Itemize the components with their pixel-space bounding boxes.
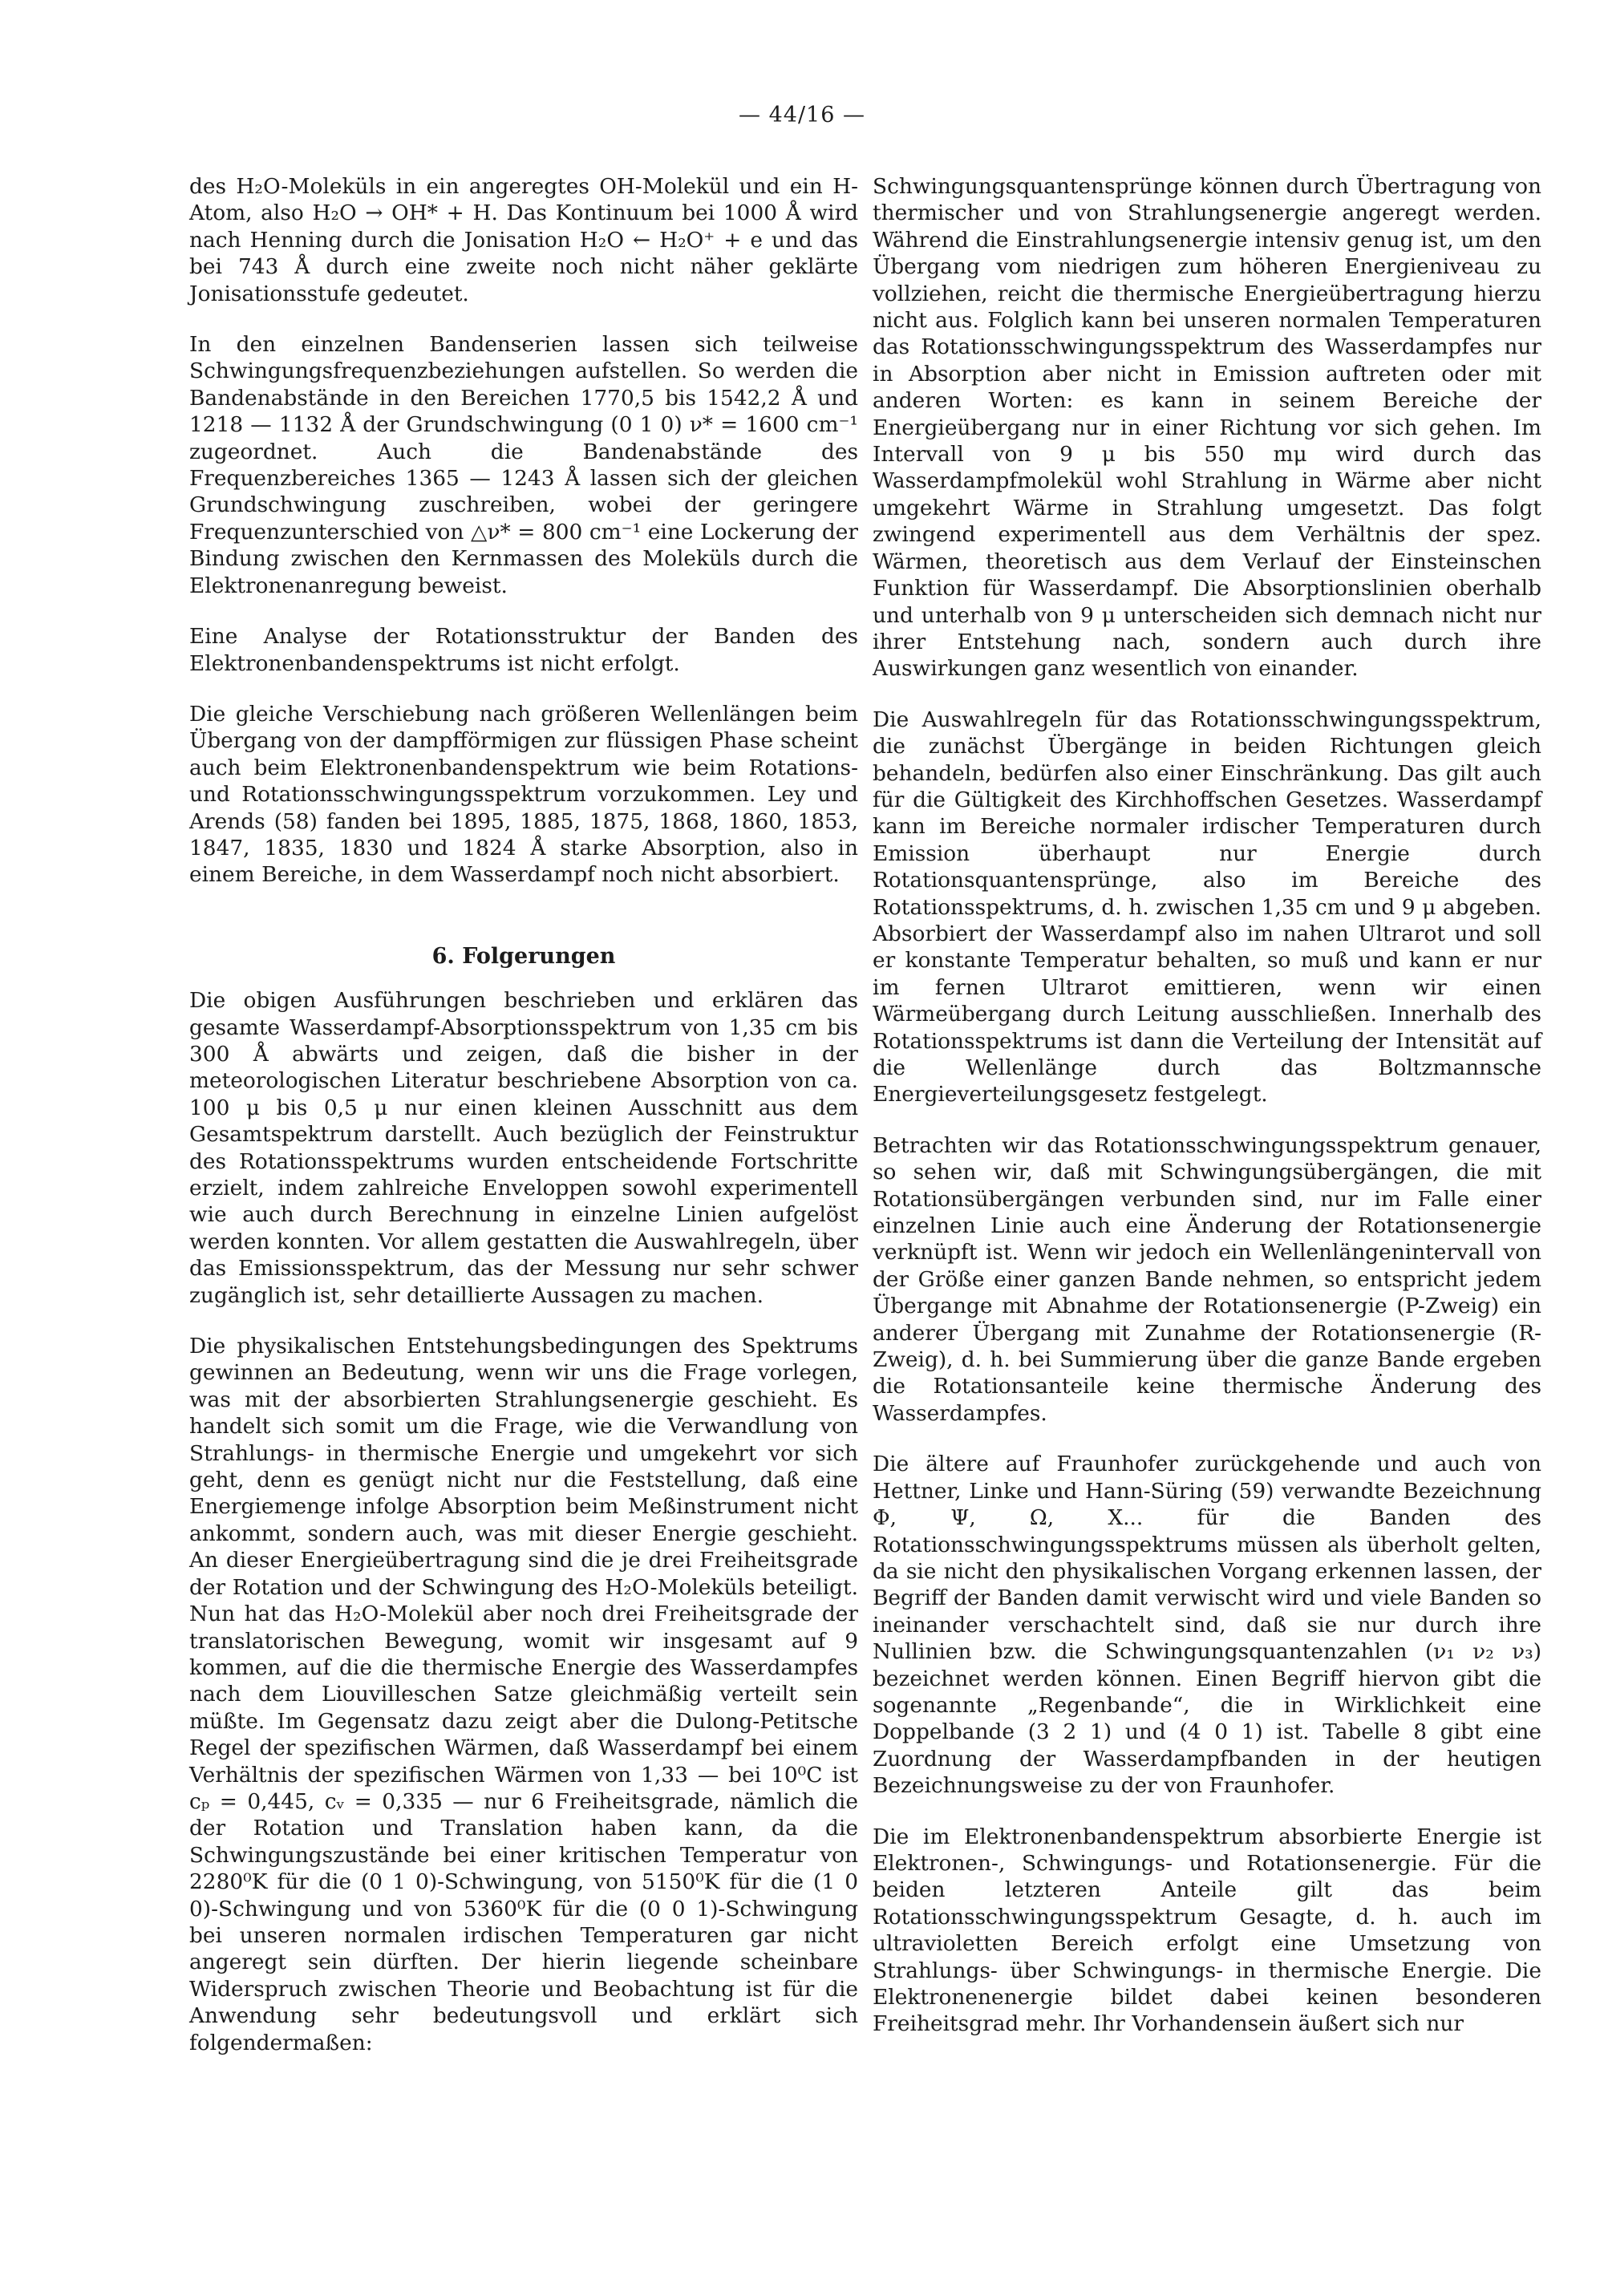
paragraph: Die physikalischen Entstehungsbedingungen des Spektrums gewinnen an Bedeutung, wenn wir uns die Frage vorlegen, was mit der absorbierten Strahlungsenergie geschieht. Es handelt sich somit um die Frage, wie die Verwandlung von Strahlungs- in thermische Energie und umgekehrt vor sich geht, denn es genügt nicht nur die Feststellung, daß eine Energiemenge infolge Absorption beim Meßinstrument nicht ankommt, sondern auch, was mit dieser Energie geschieht. An dieser Energieübertragung sind die je drei Freiheitsgrade der Rotation und der Schwingung des H₂O-Moleküls beteiligt. Nun hat das H₂O-Molekül aber noch drei Freiheitsgrade der translatorischen Bewegung, womit wir insgesamt auf 9 kommen, auf die die thermische Energie des Wasserdampfes nach dem Liouvilleschen Satze gleichmäßig verteilt sein müßte. Im Gegensatz dazu zeigt aber die Dulong-Petitsche Regel der spezifischen Wärmen, daß Wasserdampf bei einem Verhältnis der spezifischen Wärmen von 1,33 — bei 10⁰C ist cₚ = 0,445, cᵥ = 0,335 — nur 6 Freiheitsgrade, nämlich die der Rotation und Translation haben kann, da die Schwingungszustände bei einer kritischen Temperatur von 2280⁰K für die (0 1 0)-Schwingung, von 5150⁰K für die (1 0 0)-Schwingung und von 5360⁰K für die (0 0 1)-Schwingung bei unseren normalen irdischen Temperaturen gar nicht angeregt sein dürften. Der hierin liegende scheinbare Widerspruch zwischen Theorie und Beobachtung ist für die Anwendung sehr bedeutungsvoll und erklärt sich folgendermaßen: [189, 1334, 858, 2055]
left-column [189, 173, 858, 2080]
paragraph: des H₂O-Moleküls in ein angeregtes OH-Molekül und ein H-Atom, also H₂O → OH* + H. Das Kontinuum bei 1000 Å wird nach Henning durch die Jonisation H₂O ← H₂O⁺ + e und das bei 743 Å durch eine zweite noch nicht näher geklärte Jonisationsstufe gedeutet. [189, 174, 858, 306]
paragraph: Die gleiche Verschiebung nach größeren Wellenlängen beim Übergang von der dampfförmigen zur flüssigen Phase scheint auch beim Elektronenbandenspektrum wie beim Rotations- und Rotationsschwingungsspektrum vorzukommen. Ley und Arends (58) fanden bei 1895, 1885, 1875, 1868, 1860, 1853, 1847, 1835, 1830 und 1824 Å starke Absorption, also in einem Bereiche, in dem Wasserdampf noch nicht absorbiert. [189, 701, 858, 888]
paragraph: Eine Analyse der Rotationsstruktur der Banden des Elektronenbandenspektrums ist nicht erfolgt. [189, 624, 858, 676]
paragraph: Schwingungsquantensprünge können durch Übertragung von thermischer und von Strahlungsenergie angeregt werden. Während die Einstrahlungsenergie intensiv genug ist, um den Übergang vom niedrigen zum höheren Energieniveau zu vollziehen, reicht die thermische Energieübertragung hierzu nicht aus. Folglich kann bei unseren normalen Temperaturen das Rotationsschwingungsspektrum des Wasserdampfes nur in Absorption aber nicht in Emission auftreten oder mit anderen Worten: es kann in seinem Bereiche der Energieübergang nur in einer Richtung vor sich gehen. Im Intervall von 9 μ bis 550 mμ wird durch das Wasserdampfmolekül wohl Strahlung in Wärme aber nicht umgekehrt Wärme in Strahlung umgesetzt. Das folgt zwingend experimentell aus dem Verhältnis der spez. Wärmen, theoretisch aus dem Verlauf der Einsteinschen Funktion für Wasserdampf. Die Absorptionslinien oberhalb und unterhalb von 9 μ unterscheiden sich demnach nicht nur ihrer Entstehung nach, sondern auch durch ihre Auswirkungen ganz wesentlich von einander. [873, 174, 1541, 682]
paragraph: In den einzelnen Bandenserien lassen sich teilweise Schwingungsfrequenzbeziehungen aufstellen. So werden die Bandenabstände in den Bereichen 1770,5 bis 1542,2 Å und 1218 — 1132 Å der Grundschwingung (0 1 0) ν* = 1600 cm⁻¹ zugeordnet. Auch die Bandenabstände des Frequenzbereiches 1365 — 1243 Å lassen sich der gleichen Grundschwingung zuschreiben, wobei der geringere Frequenzunterschied von △ν* = 800 cm⁻¹ eine Lockerung der Bindung zwischen den Kernmassen des Moleküls durch die Elektronenanregung beweist. [189, 332, 858, 598]
section-heading: 6. Folgerungen [431, 943, 616, 969]
paragraph: Die ältere auf Fraunhofer zurückgehende und auch von Hettner, Linke und Hann-Süring (59) verwandte Bezeichnung Φ, Ψ, Ω, X... für die Banden des Rotationsschwingungsspektrums müssen als überholt gelten, da sie nicht den physikalischen Vorgang erkennen lassen, der Begriff der Banden damit verwischt wird und viele Banden so ineinander verschachtelt sind, daß sie nur durch ihre Nullinien bzw. die Schwingungsquantenzahlen (ν₁ ν₂ ν₃) bezeichnet werden können. Einen Begriff hiervon gibt die sogenannte „Regenbande“, die in Wirklichkeit eine Doppelbande (3 2 1) und (4 0 1) ist. Tabelle 8 gibt eine Zuordnung der Wasserdampfbanden in der heutigen Bezeichnungsweise zu der von Fraunhofer. [873, 1452, 1541, 1799]
paragraph: Die im Elektronenbandenspektrum absorbierte Energie ist Elektronen-, Schwingungs- und Rotationsenergie. Für die beiden letzteren Anteile gilt das beim Rotationsschwingungsspektrum Gesagte, d. h. auch im ultravioletten Bereich erfolgt eine Umsetzung von Strahlungs- über Schwingungs- in thermische Energie. Die Elektronenenergie bildet dabei keinen besonderen Freiheitsgrad mehr. Ihr Vorhandensein äußert sich nur [873, 1824, 1541, 2037]
paragraph: Betrachten wir das Rotationsschwingungsspektrum genauer, so sehen wir, daß mit Schwingungsübergängen, die mit Rotationsübergängen verbunden sind, nur im Falle einer einzelnen Linie auch eine Änderung der Rotationsenergie verknüpft ist. Wenn wir jedoch ein Wellenlängenintervall von der Größe einer ganzen Bande nehmen, so entspricht jedem Übergange mit Abnahme der Rotationsenergie (P-Zweig) ein anderer Übergang mit Zunahme der Rotationsenergie (R-Zweig), d. h. bei Summierung über die ganze Bande ergeben die Rotationsanteile keine thermische Änderung des Wasserdampfes. [873, 1132, 1541, 1426]
paragraph: Die obigen Ausführungen beschrieben und erklären das gesamte Wasserdampf-Absorptionsspektrum von 1,35 cm bis 300 Å abwärts und zeigen, daß die bisher in der meteorologischen Literatur beschriebene Absorption von ca. 100 μ bis 0,5 μ nur einen kleinen Ausschnitt aus dem Gesamtspektrum darstellt. Auch bezüglich der Feinstruktur des Rotationsspektrums wurden entscheidende Fortschritte erzielt, indem zahlreiche Enveloppen sowohl experimentell wie auch durch Berechnung in einzelne Linien aufgelöst werden konnten. Vor allem gestatten die Auswahlregeln, über das Emissionsspektrum, das der Messung nur sehr schwer zugänglich ist, sehr detaillierte Aussagen zu machen. [189, 988, 858, 1308]
paragraph: Die Auswahlregeln für das Rotationsschwingungsspektrum, die zunächst Übergänge in beiden Richtungen gleich behandeln, bedürfen also einer Einschränkung. Das gilt auch für die Gültigkeit des Kirchhoffschen Gesetzes. Wasserdampf kann im Bereiche normaler irdischer Temperaturen durch Emission überhaupt nur Energie durch Rotationsquantensprünge, also im Bereiche des Rotationsspektrums, d. h. zwischen 1,35 cm und 9 μ abgeben. Absorbiert der Wasserdampf also im nahen Ultrarot und soll er konstante Temperatur behalten, so muß und kann er nur im fernen Ultrarot emittieren, wenn wir einen Wärmeübergang durch Leitung ausschließen. Innerhalb des Rotationsspektrums ist dann die Verteilung der Intensität auf die Wellenlänge durch das Boltzmannsche Energieverteilungsgesetz festgelegt. [873, 707, 1541, 1108]
page-number: — 44/16 — [739, 103, 865, 128]
right-column [873, 173, 1541, 2062]
